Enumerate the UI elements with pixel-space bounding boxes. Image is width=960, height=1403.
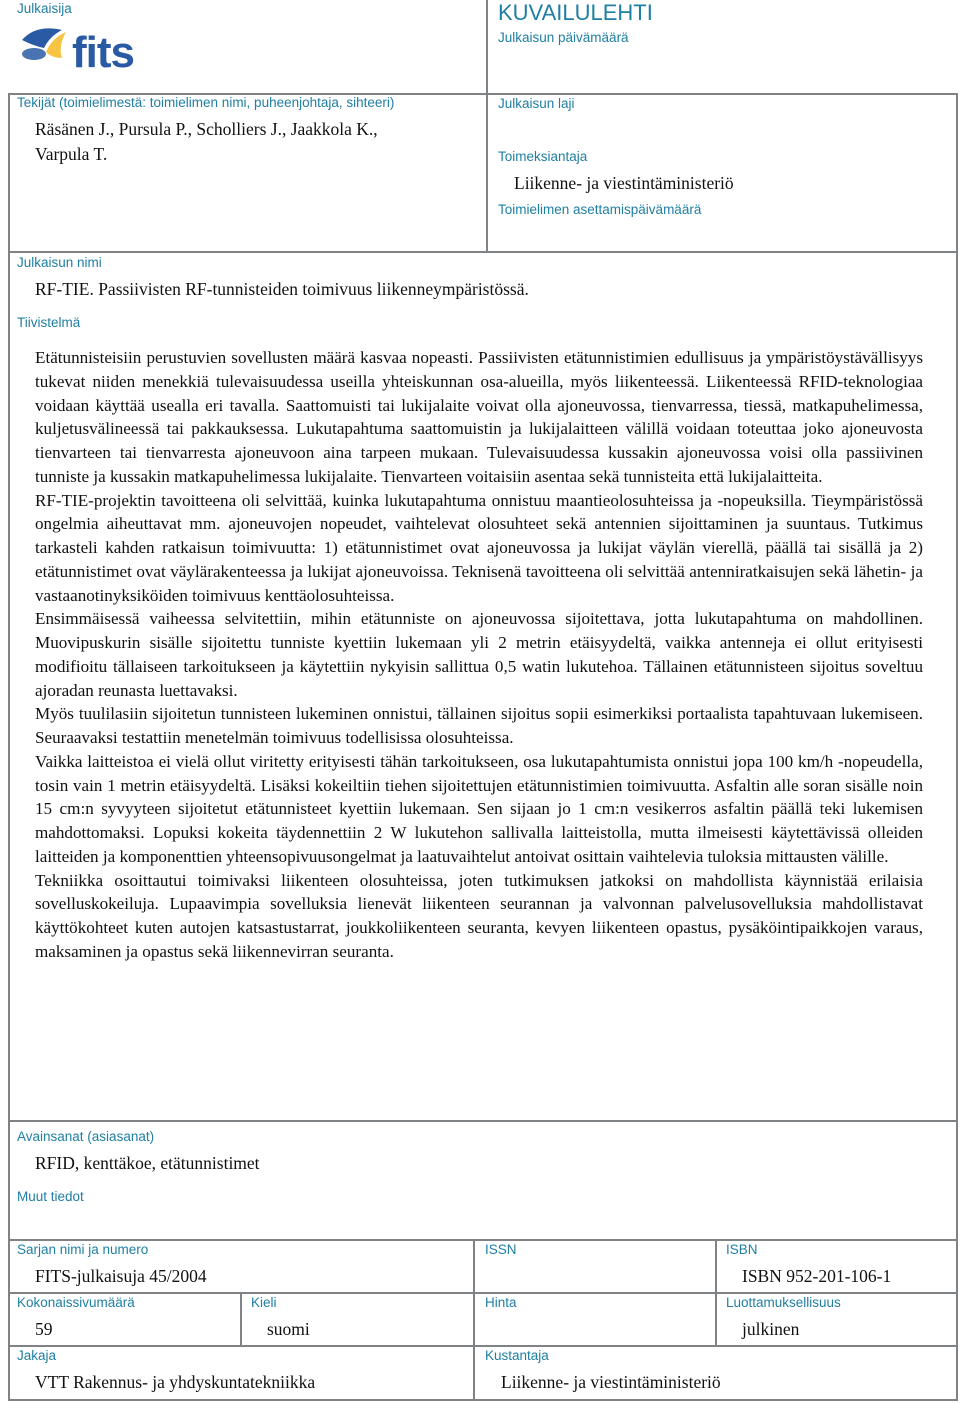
pages-value: 59: [35, 1319, 53, 1339]
abstract-label: Tiivistelmä: [17, 315, 81, 330]
confidentiality-label: Luottamuksellisuus: [726, 1295, 841, 1310]
language-value: suomi: [267, 1319, 310, 1339]
row2-bottom-rule: [8, 1345, 958, 1347]
publication-type-label: Julkaisun laji: [498, 96, 575, 111]
publish-date-label: Julkaisun päivämäärä: [498, 30, 629, 45]
price-label: Hinta: [485, 1295, 517, 1310]
keywords-label: Avainsanat (asiasanat): [17, 1129, 155, 1144]
header-divider: [486, 0, 488, 252]
language-label: Kieli: [251, 1295, 277, 1310]
abstract-paragraph: RF-TIE-projektin tavoitteena oli selvittää, kuinka lukutapahtuma onnistuu maantieolosuhteissa ja -nopeuksilla. Tieympäristössä ongelmia aiheuttavat mm. ajoneuvojen nopeudet, vaihtelevat olosuhteet sekä antennien sijoittaminen ja suuntaus. Tutkimus tarkasteli kahden ratkaisun toimivuutta: 1) etätunnistimet ovat ajoneuvossa ja lukijat väylän vierellä, päällä tai sisällä ja 2) etätunnistimet ovat väylärakenteessa ja lukijat ajoneuvoissa. Teknisenä tavoitteena oli selvittää antenniratkaisujen sekä lähetin- ja vastaanotinyksiköiden toimivuus kenttäolosuhteissa.: [35, 490, 923, 605]
sheet-title: KUVAILULEHTI: [498, 0, 653, 25]
series-label: Sarjan nimi ja numero: [17, 1242, 149, 1257]
publisher-label: Julkaisija: [17, 1, 72, 16]
keywords-value: RFID, kenttäkoe, etätunnistimet: [35, 1153, 260, 1173]
authors-line-2: Varpula T.: [35, 144, 108, 164]
grid-divider-1: [240, 1293, 242, 1346]
form-bottom-rule: [8, 1399, 958, 1401]
commissioner-label: Toimeksiantaja: [498, 149, 588, 164]
distributor-label: Jakaja: [17, 1348, 57, 1363]
other-info-bottom-rule: [8, 1239, 958, 1241]
authors-line-1: Räsänen J., Pursula P., Scholliers J., Jaakkola K.,: [35, 119, 378, 139]
fits-logo: [16, 18, 136, 90]
fits-logo-text: fits: [72, 28, 134, 77]
row1-bottom-rule: [8, 1292, 958, 1294]
header-bottom-rule: [8, 251, 958, 253]
series-value: FITS-julkaisuja 45/2004: [35, 1266, 207, 1286]
isbn-label: ISBN: [726, 1242, 758, 1257]
authors-label: Tekijät (toimielimestä: toimielimen nimi, puheenjohtaja, sihteeri): [17, 95, 395, 110]
form-left-edge: [8, 93, 10, 1401]
abstract-paragraph: Vaikka laitteistoa ei vielä ollut viritetty erityisesti tähän tarkoitukseen, osa lukutapahtumista onnistui jopa 100 km/h -nopeudella, tosin vain 1 metrin etäisyydeltä. Lisäksi kokeiltiin tiehen sijoitettujen etätunnistimien toimivuutta. Asfaltin alle soran sisälle noin 15 cm:n syvyyteen sijoitetut etätunnisteet kyettiin lukemaan. Sen sijaan jo 1 cm:n vesikerros asfaltin päällä teki lukemisen mahdottomaksi. Lopuksi kokeita täydennettiin 2 W lukutehon sallivalla laitteistolla, mutta ilmeisesti käytettävissä olleiden laitteiden ja komponenttien yhteensopivuusongelmat ja laatuvaihtelut antoivat osittain vaihtelevia tuloksia mittausten välille.: [35, 751, 923, 866]
abstract-paragraph: Etätunnisteisiin perustuvien sovellusten määrä kasvaa nopeasti. Passiivisten etätunnistimien edullisuus ja ympäristöystävällisyys tukevat niiden menekkiä tulevaisuudessa useilla yhteiskunnan osa-alueilla, myös liikenteessä. Liikenteessä RFID-teknologiaa voidaan käyttää usealla eri tavalla. Saattomuisti tai lukijalaite voivat olla ajoneuvossa, tienvarressa, tiessä, matkapuhelimessa, kuljetusvälineessä tai pakkauksessa. Lukutapahtuma saattomuistin ja lukijalaitteen välillä voidaan toteuttaa joko ajoneuvosta tienvarteen tai tienvarresta ajoneuvoon aina tarpeen mukaan. Tulevaisuudessa kussakin ajoneuvossa voisi olla passiivinen tunniste ja kussakin matkapuhelimessa lukijalaite. Tienvarteen voitaisiin asentaa sekä tunnisteita että lukijalaitteita.: [35, 348, 923, 486]
publisher-org-label: Kustantaja: [485, 1348, 549, 1363]
form-right-edge: [956, 93, 958, 1401]
grid-divider-2: [473, 1240, 475, 1400]
confidentiality-value: julkinen: [742, 1319, 800, 1339]
pages-label: Kokonaissivumäärä: [17, 1295, 135, 1310]
abstract-paragraph: Tekniikka osoittautui toimivaksi liikenteen olosuhteissa, joten tutkimuksen jatkoksi on mahdollista käynnistää erilaisia sovelluskokeiluja. Lupaavimpia sovelluksia lienevät liikenteen seurannan ja valvonnan palvelusovelluksia mahdollistavat käyttökohteet kuten autojen katsastustarrat, joukkoliikenteen seuranta, kevyen liikenteen opastus, pysäköintipaikkojen varaus, maksaminen ja opastus sekä liikennevirran seuranta.: [35, 870, 923, 961]
abstract-bottom-rule: [8, 1120, 958, 1122]
publication-name-value: RF-TIE. Passiivisten RF-tunnisteiden toimivuus liikenneympäristössä.: [35, 279, 529, 299]
grid-divider-3: [715, 1240, 717, 1346]
committee-date-label: Toimielimen asettamispäivämäärä: [498, 202, 702, 217]
isbn-value: ISBN 952-201-106-1: [742, 1266, 892, 1286]
abstract-text: [35, 346, 923, 964]
abstract-paragraph: Ensimmäisessä vaiheessa selvitettiin, mihin etätunniste on ajoneuvossa sijoitettava, jotta lukutapahtuma on mahdollinen. Muovipuskurin sisälle sijoitettu tunniste kyettiin lukemaan yli 2 metrin etäisyydeltä, vaikka antenneja ei ollut erityisesti modifioitu tällaiseen tarkoitukseen ja käytettiin nykyisin sallittua 0,5 watin lukutehoa. Tällainen etätunnisteen sijoitus soveltuu ajoradan reunasta luettavaksi.: [35, 609, 923, 700]
issn-label: ISSN: [485, 1242, 517, 1257]
other-info-label: Muut tiedot: [17, 1189, 84, 1204]
commissioner-value: Liikenne- ja viestintäministeriö: [514, 173, 734, 193]
publication-name-label: Julkaisun nimi: [17, 255, 102, 270]
publisher-org-value: Liikenne- ja viestintäministeriö: [501, 1372, 721, 1392]
distributor-value: VTT Rakennus- ja yhdyskuntatekniikka: [35, 1372, 316, 1392]
abstract-paragraph: Myös tuulilasiin sijoitetun tunnisteen lukeminen onnistui, tällainen sijoitus sopii esimerkiksi portaalista tapahtuvaan lukemiseen. Seuraavaksi testattiin menetelmän toimivuus todellisissa olosuhteissa.: [35, 704, 923, 747]
